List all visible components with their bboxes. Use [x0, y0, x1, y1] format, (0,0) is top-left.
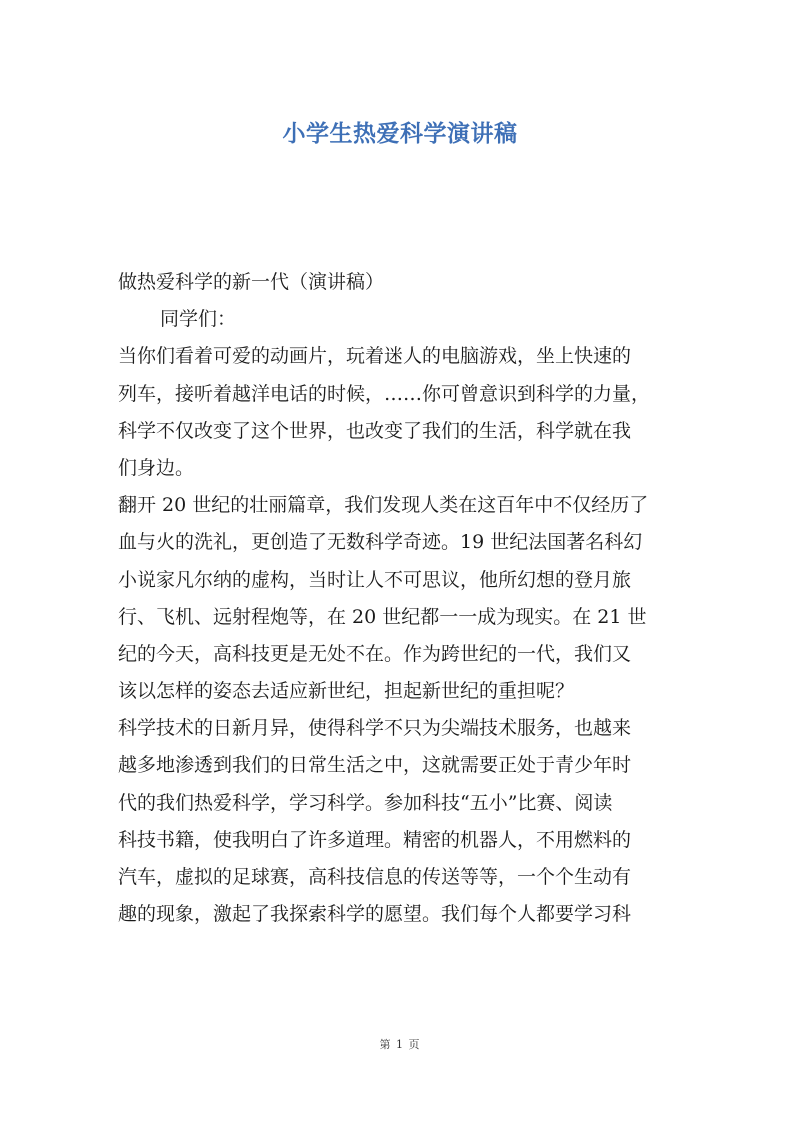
text-line: 科学不仅改变了这个世界，也改变了我们的生活，科学就在我	[118, 419, 632, 442]
text-line: 代的我们热爱科学，学习科学。参加科技“五小”比赛、阅读	[118, 791, 613, 814]
text-line: 趣的现象，激起了我探索科学的愿望。我们每个人都要学习科	[118, 903, 632, 926]
text-line: 列车，接听着越洋电话的时候，……你可曾意识到科学的力量，	[118, 382, 651, 405]
document-title: 小学生热爱科学演讲稿	[282, 121, 518, 147]
text-line: 科技书籍，使我明白了许多道理。精密的机器人，不用燃料的	[118, 828, 632, 851]
document-body	[118, 264, 678, 933]
text-line: 翻开 20 世纪的壮丽篇章，我们发现人类在这百年中不仅经历了	[118, 494, 649, 517]
text-line: 科学技术的日新月异，使得科学不只为尖端技术服务，也越来	[118, 717, 632, 740]
text-line: 当你们看着可爱的动画片，玩着迷人的电脑游戏，坐上快速的	[118, 345, 632, 368]
text-line: 汽车，虚拟的足球赛，高科技信息的传送等等，一个个生动有	[118, 866, 632, 888]
text-line: 们身边。	[118, 456, 195, 479]
text-line: 行、飞机、远射程炮等，在 20 世纪都一一成为现实。在 21 世	[118, 605, 647, 628]
text-line: 血与火的洗礼，更创造了无数科学奇迹。19 世纪法国著名科幻	[118, 531, 643, 554]
text-line: 该以怎样的姿态去适应新世纪，担起新世纪的重担呢？	[118, 680, 575, 703]
text-line: 小说家凡尔纳的虚构，当时让人不可思议，他所幻想的登月旅	[118, 568, 632, 591]
text-line: 做热爱科学的新一代（演讲稿）	[118, 271, 385, 293]
text-line: 纪的今天，高科技更是无处不在。作为跨世纪的一代，我们又	[118, 642, 632, 665]
page-number: 第 1 页	[379, 1038, 421, 1051]
text-line: 同学们：	[160, 308, 237, 331]
text-line: 越多地渗透到我们的日常生活之中，这就需要正处于青少年时	[118, 754, 632, 777]
